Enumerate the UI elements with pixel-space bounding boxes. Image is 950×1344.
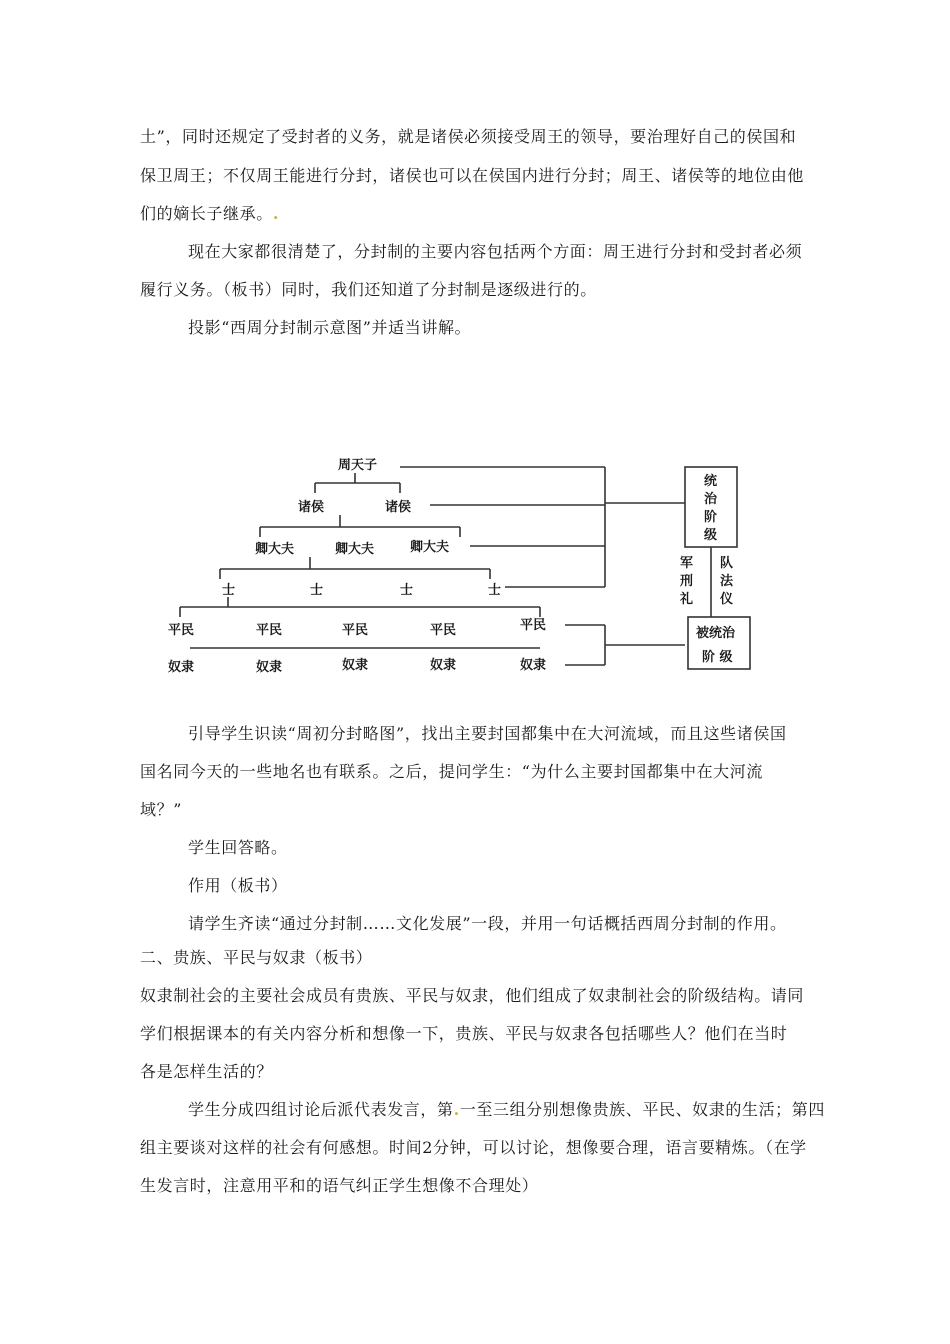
node-duke: 诸侯 [385,500,412,515]
means-char: 刑 [680,574,694,589]
means-char: 法 [720,574,734,589]
node-commoner: 平民 [342,623,369,638]
node-commoner: 平民 [520,618,547,633]
node-minister: 卿大夫 [255,542,295,557]
paragraph-line: 学生回答略。 [188,838,288,857]
node-commoner: 平民 [256,623,283,638]
node-commoner: 平民 [430,623,457,638]
paragraph-line: 学们根据课本的有关内容分析和想像一下，贵族、平民与奴隶各包括哪些人？他们在当时 [140,1024,788,1043]
node-slave: 奴隶 [430,658,457,673]
node-king: 周天子 [338,458,378,473]
node-slave: 奴隶 [342,658,369,673]
node-slave: 奴隶 [520,658,547,673]
node-minister: 卿大夫 [410,540,450,555]
means-char: 队 [720,556,734,571]
means-char: 礼 [680,592,694,607]
node-shi: 士 [222,583,236,598]
paragraph-line [140,204,279,224]
text-span: 学生分成四组讨论后派代表发言，第 [188,1100,454,1119]
ruling-class-char: 阶 [704,510,718,525]
paragraph-line: 作用（板书） [188,876,288,895]
node-commoner: 平民 [168,623,195,638]
means-char: 仪 [720,592,734,607]
paragraph-line: 组主要谈对这样的社会有何感想。时间2分钟，可以讨论，想像要合理，语言要精炼。（在学 [140,1138,807,1157]
text-span: 们的嫡长子继承。 [140,204,273,223]
paragraph-line: 请学生齐读“通过分封制……文化发展”一段，并用一句话概括西周分封制的作用。 [188,914,787,933]
ruling-class-char: 统 [704,474,718,489]
stray-mark: . [453,1100,460,1119]
paragraph-line: 保卫周王；不仅周王能进行分封，诸侯也可以在侯国内进行分封；周王、诸侯等的地位由他 [140,166,805,185]
section-heading: 二、贵族、平民与奴隶（板书） [140,948,373,967]
paragraph-line: 生发言时，注意用平和的语气纠正学生想像不合理处） [140,1176,539,1195]
tree-lines [180,467,750,669]
node-duke: 诸侯 [298,500,325,515]
node-shi: 士 [310,583,324,598]
ruling-class-char: 治 [704,492,718,507]
enfeoffment-diagram [160,445,770,690]
means-char: 军 [680,556,694,571]
node-slave: 奴隶 [256,660,283,675]
paragraph-line: 投影“西周分封制示意图”并适当讲解。 [188,318,472,337]
paragraph-line: 土”，同时还规定了受封者的义务，就是诸侯必须接受周王的领导，要治理好自己的侯国和 [140,127,797,146]
node-slave: 奴隶 [168,660,195,675]
node-minister: 卿大夫 [335,542,375,557]
paragraph-line: 现在大家都很清楚了，分封制的主要内容包括两个方面：周王进行分封和受封者必须 [188,242,803,261]
node-shi: 士 [400,583,414,598]
paragraph-line: 引导学生识读“周初分封略图”，找出主要封国都集中在大河流域，而且这些诸侯国 [188,724,787,743]
paragraph-line: 域？” [140,800,182,819]
paragraph-line [188,1100,825,1120]
stray-mark: . [272,204,279,223]
ruling-class-char: 级 [704,528,718,543]
ruled-class-label: 被统治 [696,626,736,641]
paragraph-line: 国名同今天的一些地名也有联系。之后，提问学生：“为什么主要封国都集中在大河流 [140,762,763,781]
paragraph-line: 各是怎样生活的？ [140,1062,273,1081]
paragraph-line: 履行义务。（板书）同时，我们还知道了分封制是逐级进行的。 [140,280,597,299]
paragraph-line: 奴隶制社会的主要社会成员有贵族、平民与奴隶，他们组成了奴隶制社会的阶级结构。请同 [140,986,805,1005]
ruled-class-label: 阶 级 [702,650,733,665]
node-shi: 士 [488,583,502,598]
text-span: 一至三组分别想像贵族、平民、奴隶的生活；第四 [459,1100,825,1119]
